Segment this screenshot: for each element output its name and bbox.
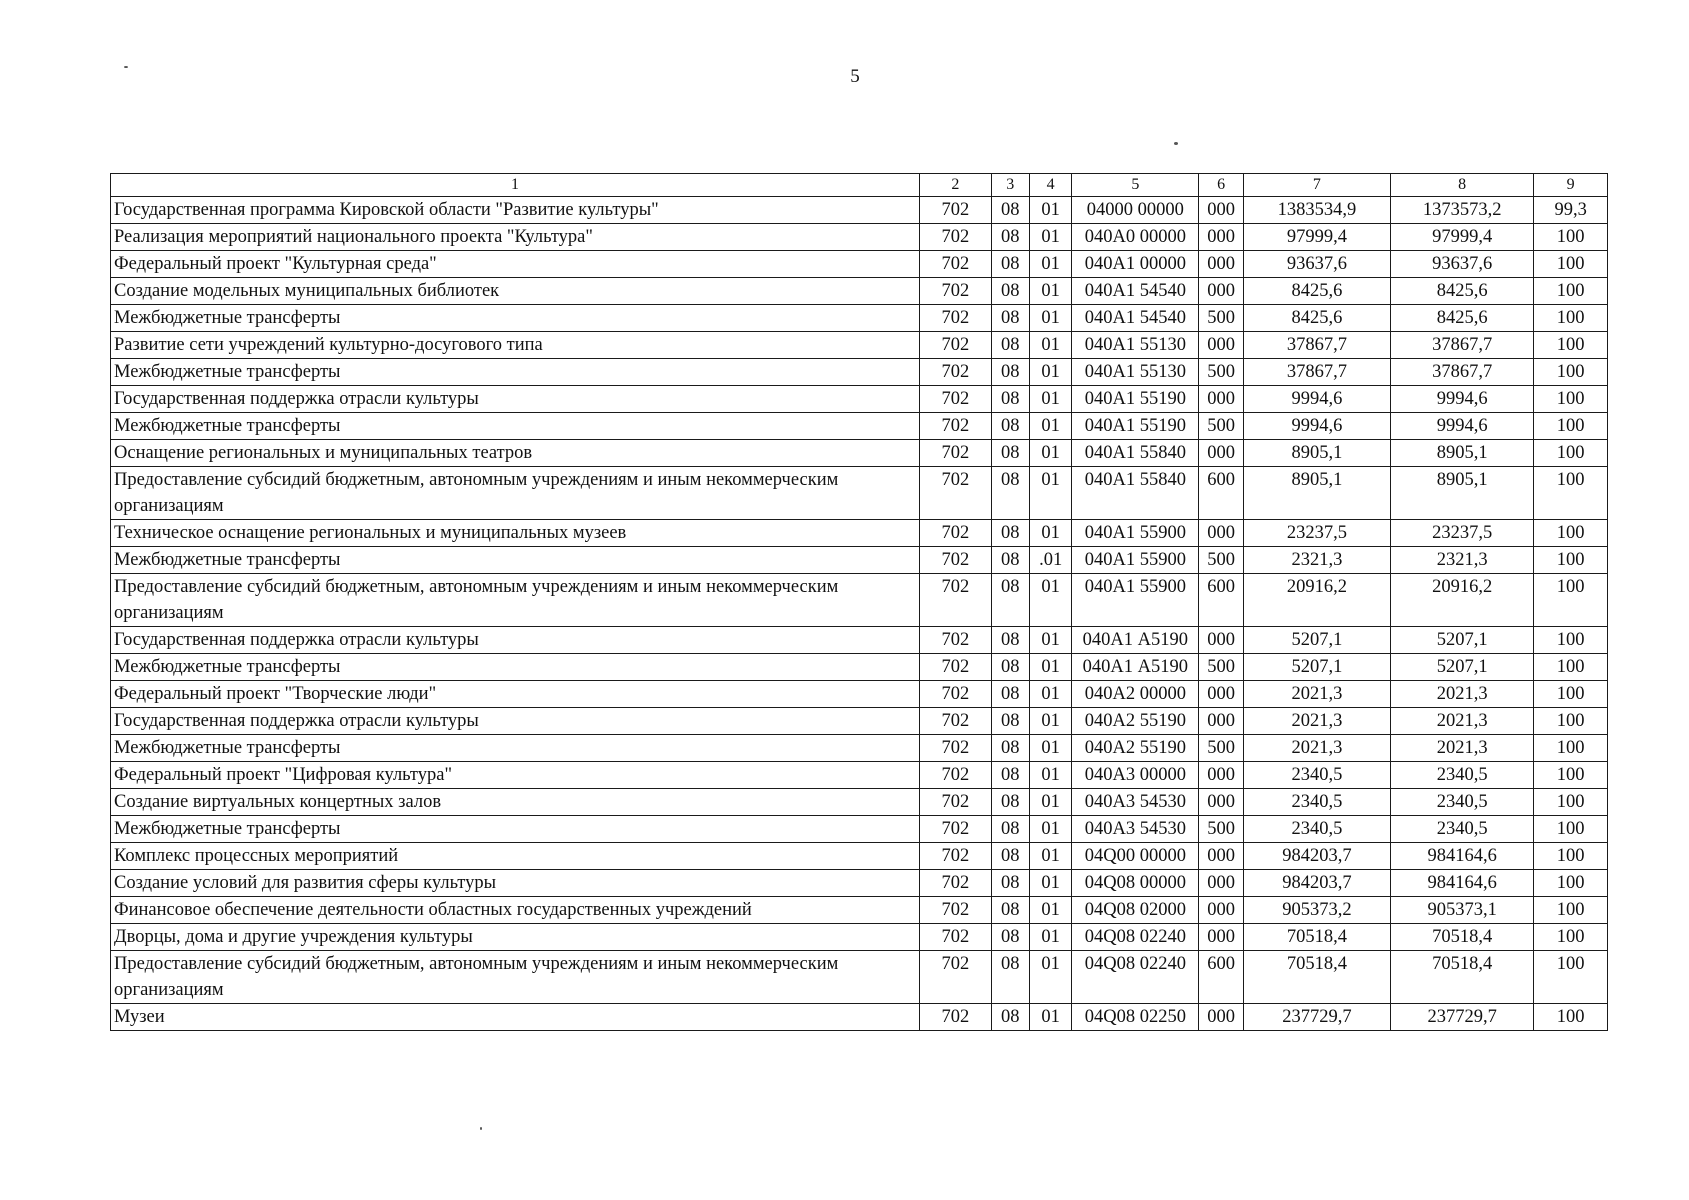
expense-type-cell: 500 — [1199, 735, 1243, 762]
expense-type-cell: 500 — [1199, 547, 1243, 574]
subsection-cell: 01 — [1029, 951, 1071, 1004]
target-article-cell: 040А3 54530 — [1072, 789, 1199, 816]
row-name-cell: Предоставление субсидий бюджетным, автономным учреждениям и иным некоммерческим организациям — [111, 574, 920, 627]
executed-amount-cell: 97999,4 — [1391, 224, 1534, 251]
section-cell: 08 — [991, 1004, 1029, 1031]
executed-amount-cell: 37867,7 — [1391, 359, 1534, 386]
ministry-code-cell: 702 — [920, 789, 992, 816]
column-header: 9 — [1534, 174, 1608, 197]
ministry-code-cell: 702 — [920, 520, 992, 547]
subsection-cell: 01 — [1029, 843, 1071, 870]
table-row — [111, 708, 1608, 735]
execution-percent-cell: 100 — [1534, 547, 1608, 574]
target-article-cell: 040А1 55840 — [1072, 440, 1199, 467]
subsection-cell: 01 — [1029, 332, 1071, 359]
table-row — [111, 870, 1608, 897]
target-article-cell: 04000 00000 — [1072, 197, 1199, 224]
planned-amount-cell: 984203,7 — [1243, 843, 1390, 870]
column-header-row — [111, 174, 1608, 197]
table-row — [111, 332, 1608, 359]
expense-type-cell: 000 — [1199, 897, 1243, 924]
execution-percent-cell: 100 — [1534, 789, 1608, 816]
row-name-cell: Межбюджетные трансферты — [111, 735, 920, 762]
row-name-cell: Предоставление субсидий бюджетным, автономным учреждениям и иным некоммерческим организациям — [111, 467, 920, 520]
expense-type-cell: 000 — [1199, 843, 1243, 870]
section-cell: 08 — [991, 654, 1029, 681]
section-cell: 08 — [991, 627, 1029, 654]
section-cell: 08 — [991, 897, 1029, 924]
executed-amount-cell: 93637,6 — [1391, 251, 1534, 278]
executed-amount-cell: 2340,5 — [1391, 816, 1534, 843]
ministry-code-cell: 702 — [920, 924, 992, 951]
execution-percent-cell: 100 — [1534, 681, 1608, 708]
ministry-code-cell: 702 — [920, 197, 992, 224]
executed-amount-cell: 2340,5 — [1391, 789, 1534, 816]
execution-percent-cell: 100 — [1534, 951, 1608, 1004]
subsection-cell: 01 — [1029, 224, 1071, 251]
table-row — [111, 197, 1608, 224]
section-cell: 08 — [991, 251, 1029, 278]
table-row — [111, 735, 1608, 762]
row-name-cell: Реализация мероприятий национального проекта "Культура" — [111, 224, 920, 251]
executed-amount-cell: 2021,3 — [1391, 708, 1534, 735]
subsection-cell: 01 — [1029, 413, 1071, 440]
section-cell: 08 — [991, 278, 1029, 305]
expense-type-cell: 000 — [1199, 520, 1243, 547]
table-row — [111, 924, 1608, 951]
column-header: 7 — [1243, 174, 1390, 197]
planned-amount-cell: 20916,2 — [1243, 574, 1390, 627]
target-article-cell: 040А1 55190 — [1072, 386, 1199, 413]
section-cell: 08 — [991, 440, 1029, 467]
row-name-cell: Межбюджетные трансферты — [111, 654, 920, 681]
execution-percent-cell: 99,3 — [1534, 197, 1608, 224]
section-cell: 08 — [991, 574, 1029, 627]
section-cell: 08 — [991, 520, 1029, 547]
ministry-code-cell: 702 — [920, 440, 992, 467]
section-cell: 08 — [991, 467, 1029, 520]
table-row — [111, 627, 1608, 654]
row-name-cell: Развитие сети учреждений культурно-досугового типа — [111, 332, 920, 359]
subsection-cell: 01 — [1029, 627, 1071, 654]
section-cell: 08 — [991, 816, 1029, 843]
section-cell: 08 — [991, 332, 1029, 359]
execution-percent-cell: 100 — [1534, 224, 1608, 251]
target-article-cell: 040А1 54540 — [1072, 305, 1199, 332]
subsection-cell: 01 — [1029, 681, 1071, 708]
planned-amount-cell: 5207,1 — [1243, 654, 1390, 681]
section-cell: 08 — [991, 305, 1029, 332]
table-row — [111, 224, 1608, 251]
subsection-cell: 01 — [1029, 305, 1071, 332]
row-name-cell: Государственная поддержка отрасли культуры — [111, 386, 920, 413]
row-name-cell: Создание виртуальных концертных залов — [111, 789, 920, 816]
target-article-cell: 04Q00 00000 — [1072, 843, 1199, 870]
subsection-cell: 01 — [1029, 520, 1071, 547]
column-header: 8 — [1391, 174, 1534, 197]
executed-amount-cell: 905373,1 — [1391, 897, 1534, 924]
section-cell: 08 — [991, 951, 1029, 1004]
execution-percent-cell: 100 — [1534, 251, 1608, 278]
ministry-code-cell: 702 — [920, 332, 992, 359]
ministry-code-cell: 702 — [920, 1004, 992, 1031]
execution-percent-cell: 100 — [1534, 816, 1608, 843]
executed-amount-cell: 984164,6 — [1391, 843, 1534, 870]
expense-type-cell: 000 — [1199, 332, 1243, 359]
section-cell: 08 — [991, 413, 1029, 440]
executed-amount-cell: 5207,1 — [1391, 627, 1534, 654]
row-name-cell: Музеи — [111, 1004, 920, 1031]
expense-type-cell: 000 — [1199, 762, 1243, 789]
execution-percent-cell: 100 — [1534, 386, 1608, 413]
expense-type-cell: 600 — [1199, 951, 1243, 1004]
row-name-cell: Создание условий для развития сферы культуры — [111, 870, 920, 897]
ministry-code-cell: 702 — [920, 870, 992, 897]
table-row — [111, 897, 1608, 924]
execution-percent-cell: 100 — [1534, 897, 1608, 924]
executed-amount-cell: 8425,6 — [1391, 278, 1534, 305]
row-name-cell: Федеральный проект "Культурная среда" — [111, 251, 920, 278]
planned-amount-cell: 97999,4 — [1243, 224, 1390, 251]
expense-type-cell: 600 — [1199, 574, 1243, 627]
expense-type-cell: 000 — [1199, 197, 1243, 224]
ministry-code-cell: 702 — [920, 574, 992, 627]
table-row — [111, 440, 1608, 467]
ministry-code-cell: 702 — [920, 278, 992, 305]
table-row — [111, 654, 1608, 681]
executed-amount-cell: 9994,6 — [1391, 413, 1534, 440]
subsection-cell: 01 — [1029, 467, 1071, 520]
target-article-cell: 040А1 А5190 — [1072, 627, 1199, 654]
ministry-code-cell: 702 — [920, 547, 992, 574]
ministry-code-cell: 702 — [920, 843, 992, 870]
execution-percent-cell: 100 — [1534, 574, 1608, 627]
row-name-cell: Комплекс процессных мероприятий — [111, 843, 920, 870]
subsection-cell: 01 — [1029, 1004, 1071, 1031]
planned-amount-cell: 905373,2 — [1243, 897, 1390, 924]
section-cell: 08 — [991, 735, 1029, 762]
subsection-cell: 01 — [1029, 440, 1071, 467]
row-name-cell: Государственная программа Кировской области "Развитие культуры" — [111, 197, 920, 224]
planned-amount-cell: 2321,3 — [1243, 547, 1390, 574]
target-article-cell: 04Q08 02000 — [1072, 897, 1199, 924]
expense-type-cell: 500 — [1199, 305, 1243, 332]
row-name-cell: Межбюджетные трансферты — [111, 816, 920, 843]
planned-amount-cell: 70518,4 — [1243, 924, 1390, 951]
target-article-cell: 040А0 00000 — [1072, 224, 1199, 251]
target-article-cell: 04Q08 02250 — [1072, 1004, 1199, 1031]
executed-amount-cell: 20916,2 — [1391, 574, 1534, 627]
executed-amount-cell: 70518,4 — [1391, 951, 1534, 1004]
executed-amount-cell: 984164,6 — [1391, 870, 1534, 897]
table-row — [111, 278, 1608, 305]
planned-amount-cell: 93637,6 — [1243, 251, 1390, 278]
row-name-cell: Государственная поддержка отрасли культуры — [111, 708, 920, 735]
table-row — [111, 816, 1608, 843]
table-row — [111, 520, 1608, 547]
target-article-cell: 040А1 А5190 — [1072, 654, 1199, 681]
expense-type-cell: 000 — [1199, 708, 1243, 735]
executed-amount-cell: 5207,1 — [1391, 654, 1534, 681]
budget-table — [110, 173, 1608, 1031]
page-number: 5 — [850, 66, 860, 87]
expense-type-cell: 500 — [1199, 816, 1243, 843]
target-article-cell: 040А2 00000 — [1072, 681, 1199, 708]
column-header: 6 — [1199, 174, 1243, 197]
table-row — [111, 789, 1608, 816]
row-name-cell: Межбюджетные трансферты — [111, 359, 920, 386]
execution-percent-cell: 100 — [1534, 654, 1608, 681]
expense-type-cell: 000 — [1199, 224, 1243, 251]
table-row — [111, 467, 1608, 520]
subsection-cell: .01 — [1029, 547, 1071, 574]
execution-percent-cell: 100 — [1534, 870, 1608, 897]
execution-percent-cell: 100 — [1534, 1004, 1608, 1031]
ministry-code-cell: 702 — [920, 951, 992, 1004]
ministry-code-cell: 702 — [920, 816, 992, 843]
column-header: 1 — [111, 174, 920, 197]
scan-speck — [124, 66, 128, 68]
planned-amount-cell: 237729,7 — [1243, 1004, 1390, 1031]
ministry-code-cell: 702 — [920, 735, 992, 762]
execution-percent-cell: 100 — [1534, 305, 1608, 332]
ministry-code-cell: 702 — [920, 627, 992, 654]
ministry-code-cell: 702 — [920, 305, 992, 332]
subsection-cell: 01 — [1029, 816, 1071, 843]
table-row — [111, 413, 1608, 440]
target-article-cell: 04Q08 02240 — [1072, 951, 1199, 1004]
target-article-cell: 040А3 00000 — [1072, 762, 1199, 789]
expense-type-cell: 000 — [1199, 440, 1243, 467]
section-cell: 08 — [991, 762, 1029, 789]
row-name-cell: Техническое оснащение региональных и муниципальных музеев — [111, 520, 920, 547]
row-name-cell: Межбюджетные трансферты — [111, 305, 920, 332]
planned-amount-cell: 8425,6 — [1243, 278, 1390, 305]
planned-amount-cell: 37867,7 — [1243, 359, 1390, 386]
planned-amount-cell: 9994,6 — [1243, 413, 1390, 440]
planned-amount-cell: 2021,3 — [1243, 708, 1390, 735]
table-row — [111, 251, 1608, 278]
row-name-cell: Межбюджетные трансферты — [111, 547, 920, 574]
subsection-cell: 01 — [1029, 654, 1071, 681]
executed-amount-cell: 2021,3 — [1391, 681, 1534, 708]
planned-amount-cell: 2021,3 — [1243, 735, 1390, 762]
executed-amount-cell: 8905,1 — [1391, 467, 1534, 520]
subsection-cell: 01 — [1029, 278, 1071, 305]
executed-amount-cell: 1373573,2 — [1391, 197, 1534, 224]
expense-type-cell: 000 — [1199, 681, 1243, 708]
table-row — [111, 681, 1608, 708]
subsection-cell: 01 — [1029, 359, 1071, 386]
execution-percent-cell: 100 — [1534, 440, 1608, 467]
expense-type-cell: 000 — [1199, 627, 1243, 654]
target-article-cell: 040А2 55190 — [1072, 735, 1199, 762]
execution-percent-cell: 100 — [1534, 332, 1608, 359]
table-row — [111, 951, 1608, 1004]
section-cell: 08 — [991, 870, 1029, 897]
subsection-cell: 01 — [1029, 708, 1071, 735]
execution-percent-cell: 100 — [1534, 735, 1608, 762]
executed-amount-cell: 2321,3 — [1391, 547, 1534, 574]
section-cell: 08 — [991, 789, 1029, 816]
ministry-code-cell: 702 — [920, 708, 992, 735]
table-row — [111, 843, 1608, 870]
section-cell: 08 — [991, 547, 1029, 574]
table-body — [111, 174, 1608, 1031]
table-row — [111, 547, 1608, 574]
column-header: 3 — [991, 174, 1029, 197]
target-article-cell: 040А1 55190 — [1072, 413, 1199, 440]
planned-amount-cell: 23237,5 — [1243, 520, 1390, 547]
planned-amount-cell: 9994,6 — [1243, 386, 1390, 413]
subsection-cell: 01 — [1029, 197, 1071, 224]
expense-type-cell: 000 — [1199, 870, 1243, 897]
expense-type-cell: 000 — [1199, 789, 1243, 816]
ministry-code-cell: 702 — [920, 467, 992, 520]
subsection-cell: 01 — [1029, 762, 1071, 789]
expense-type-cell: 500 — [1199, 359, 1243, 386]
planned-amount-cell: 2340,5 — [1243, 762, 1390, 789]
execution-percent-cell: 100 — [1534, 708, 1608, 735]
row-name-cell: Создание модельных муниципальных библиотек — [111, 278, 920, 305]
execution-percent-cell: 100 — [1534, 520, 1608, 547]
executed-amount-cell: 8425,6 — [1391, 305, 1534, 332]
subsection-cell: 01 — [1029, 386, 1071, 413]
executed-amount-cell: 37867,7 — [1391, 332, 1534, 359]
target-article-cell: 040А1 55900 — [1072, 547, 1199, 574]
execution-percent-cell: 100 — [1534, 762, 1608, 789]
ministry-code-cell: 702 — [920, 359, 992, 386]
target-article-cell: 040А1 55130 — [1072, 359, 1199, 386]
planned-amount-cell: 8905,1 — [1243, 440, 1390, 467]
column-header: 4 — [1029, 174, 1071, 197]
target-article-cell: 040А1 00000 — [1072, 251, 1199, 278]
target-article-cell: 040А3 54530 — [1072, 816, 1199, 843]
execution-percent-cell: 100 — [1534, 359, 1608, 386]
row-name-cell: Федеральный проект "Цифровая культура" — [111, 762, 920, 789]
target-article-cell: 04Q08 02240 — [1072, 924, 1199, 951]
expense-type-cell: 000 — [1199, 278, 1243, 305]
executed-amount-cell: 23237,5 — [1391, 520, 1534, 547]
target-article-cell: 040А1 54540 — [1072, 278, 1199, 305]
table-row — [111, 359, 1608, 386]
planned-amount-cell: 37867,7 — [1243, 332, 1390, 359]
row-name-cell: Оснащение региональных и муниципальных театров — [111, 440, 920, 467]
table-row — [111, 386, 1608, 413]
table-row — [111, 762, 1608, 789]
subsection-cell: 01 — [1029, 897, 1071, 924]
table-row — [111, 305, 1608, 332]
scan-speck — [1174, 142, 1178, 145]
planned-amount-cell: 1383534,9 — [1243, 197, 1390, 224]
planned-amount-cell: 2340,5 — [1243, 816, 1390, 843]
ministry-code-cell: 702 — [920, 224, 992, 251]
subsection-cell: 01 — [1029, 735, 1071, 762]
section-cell: 08 — [991, 843, 1029, 870]
planned-amount-cell: 2340,5 — [1243, 789, 1390, 816]
ministry-code-cell: 702 — [920, 386, 992, 413]
planned-amount-cell: 2021,3 — [1243, 681, 1390, 708]
planned-amount-cell: 5207,1 — [1243, 627, 1390, 654]
executed-amount-cell: 2340,5 — [1391, 762, 1534, 789]
target-article-cell: 040А1 55130 — [1072, 332, 1199, 359]
subsection-cell: 01 — [1029, 870, 1071, 897]
expense-type-cell: 500 — [1199, 413, 1243, 440]
row-name-cell: Предоставление субсидий бюджетным, автономным учреждениям и иным некоммерческим организациям — [111, 951, 920, 1004]
planned-amount-cell: 8905,1 — [1243, 467, 1390, 520]
executed-amount-cell: 237729,7 — [1391, 1004, 1534, 1031]
executed-amount-cell: 2021,3 — [1391, 735, 1534, 762]
subsection-cell: 01 — [1029, 251, 1071, 278]
table-row — [111, 574, 1608, 627]
scan-speck — [480, 1127, 482, 1130]
executed-amount-cell: 8905,1 — [1391, 440, 1534, 467]
expense-type-cell: 600 — [1199, 467, 1243, 520]
execution-percent-cell: 100 — [1534, 413, 1608, 440]
planned-amount-cell: 70518,4 — [1243, 951, 1390, 1004]
target-article-cell: 040А1 55840 — [1072, 467, 1199, 520]
section-cell: 08 — [991, 224, 1029, 251]
subsection-cell: 01 — [1029, 574, 1071, 627]
subsection-cell: 01 — [1029, 924, 1071, 951]
ministry-code-cell: 702 — [920, 681, 992, 708]
expense-type-cell: 000 — [1199, 386, 1243, 413]
expense-type-cell: 500 — [1199, 654, 1243, 681]
execution-percent-cell: 100 — [1534, 924, 1608, 951]
execution-percent-cell: 100 — [1534, 843, 1608, 870]
execution-percent-cell: 100 — [1534, 627, 1608, 654]
expense-type-cell: 000 — [1199, 251, 1243, 278]
expense-type-cell: 000 — [1199, 924, 1243, 951]
planned-amount-cell: 8425,6 — [1243, 305, 1390, 332]
ministry-code-cell: 702 — [920, 654, 992, 681]
section-cell: 08 — [991, 924, 1029, 951]
execution-percent-cell: 100 — [1534, 467, 1608, 520]
target-article-cell: 04Q08 00000 — [1072, 870, 1199, 897]
executed-amount-cell: 9994,6 — [1391, 386, 1534, 413]
target-article-cell: 040А1 55900 — [1072, 574, 1199, 627]
ministry-code-cell: 702 — [920, 251, 992, 278]
expense-type-cell: 000 — [1199, 1004, 1243, 1031]
row-name-cell: Финансовое обеспечение деятельности областных государственных учреждений — [111, 897, 920, 924]
section-cell: 08 — [991, 197, 1029, 224]
ministry-code-cell: 702 — [920, 762, 992, 789]
target-article-cell: 040А2 55190 — [1072, 708, 1199, 735]
column-header: 5 — [1072, 174, 1199, 197]
executed-amount-cell: 70518,4 — [1391, 924, 1534, 951]
ministry-code-cell: 702 — [920, 897, 992, 924]
section-cell: 08 — [991, 386, 1029, 413]
column-header: 2 — [920, 174, 992, 197]
section-cell: 08 — [991, 681, 1029, 708]
row-name-cell: Межбюджетные трансферты — [111, 413, 920, 440]
row-name-cell: Государственная поддержка отрасли культуры — [111, 627, 920, 654]
table-row — [111, 1004, 1608, 1031]
planned-amount-cell: 984203,7 — [1243, 870, 1390, 897]
section-cell: 08 — [991, 359, 1029, 386]
target-article-cell: 040А1 55900 — [1072, 520, 1199, 547]
subsection-cell: 01 — [1029, 789, 1071, 816]
section-cell: 08 — [991, 708, 1029, 735]
row-name-cell: Дворцы, дома и другие учреждения культуры — [111, 924, 920, 951]
ministry-code-cell: 702 — [920, 413, 992, 440]
row-name-cell: Федеральный проект "Творческие люди" — [111, 681, 920, 708]
execution-percent-cell: 100 — [1534, 278, 1608, 305]
